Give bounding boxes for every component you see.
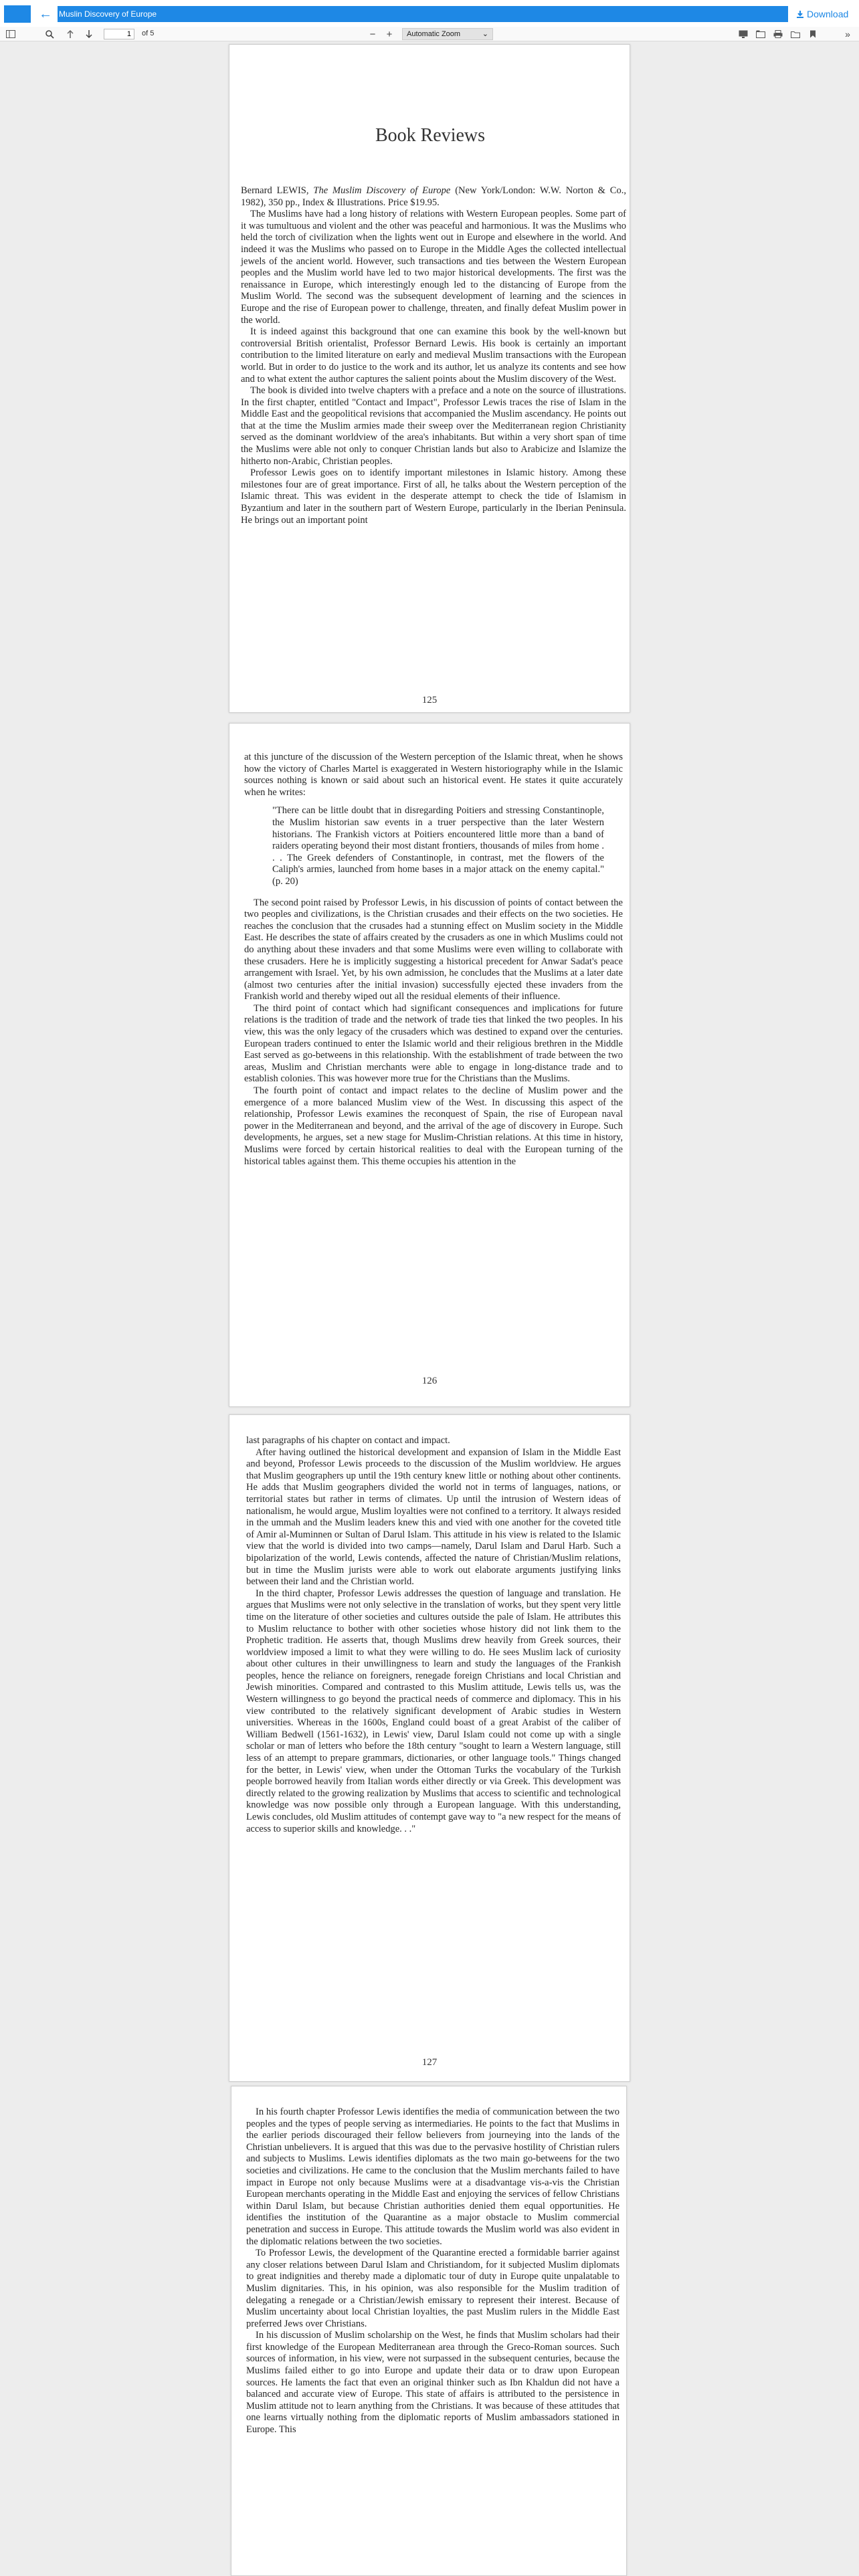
next-page-button[interactable]: [83, 28, 95, 40]
page-number: 126: [421, 1376, 438, 1386]
arrow-up-icon: [66, 29, 74, 39]
page-text: [244, 752, 623, 1168]
pdf-page: [231, 2086, 627, 2576]
page-text: [241, 185, 626, 526]
back-button[interactable]: [35, 5, 56, 23]
paragraph: To Professor Lewis, the development of the Quarantine erected a formidable barrier against any closer relations between Darul Islam and Christiandom, for it subjected Muslim diplomats to great indignities and thereby made a diplomatic tour of duty in Europe quite unpalatable to Muslim dignitaries. This, in his opinion, was also responsible for the Muslim tradition of delegating a renegade or a Christian/Jewish emissary to represent their interest. Because of Muslim uncertainty about local Christian loyalties, the past Muslim rulers in the Middle East preferred Jews over Christians.: [246, 2248, 619, 2329]
pdf-toolbar: [0, 27, 859, 41]
search-icon: [45, 30, 54, 39]
page-count-label: of 5: [142, 29, 155, 37]
pdf-page: [229, 723, 630, 1407]
page-text: [246, 2107, 619, 2436]
search-button[interactable]: [43, 28, 56, 40]
paragraph: The second point raised by Professor Lewis, in his discussion of points of contact between the two peoples and civilizations, is the Christian crusades and their effects on the two societies. He reaches the conclusion that the crusades had a stunning effect on Muslim society in the Middle East. He describes the state of affairs created by the crusaders as one in which Muslims could not do anything about these invaders and that some Muslims were even willing to collaborate with these crusaders. Here he is implicitly suggesting a historical precedent for Anwar Sadat's peace arrangement with Israel. Yet, by his own admission, he concludes that the Muslims at a later date (almost two centuries after the initial invasion) successfully ejected these invaders from the Frankish world and thereby wiped out all the residual elements of their influence.: [244, 897, 623, 1002]
paragraph: Professor Lewis goes on to identify important milestones in Islamic history. Among these milestones four are of great importance. First of all, he talks about the Western perception of the Islamic threat. This was evident in the desperate attempt to check the tide of Islamism in Byzantium and later in the southern part of Western Europe, particularly in the Iberian Peninsula. He brings out an important point: [241, 467, 626, 526]
page-text: [246, 1435, 621, 1835]
paragraph: last paragraphs of his chapter on contact and impact.: [246, 1435, 450, 1446]
save-button[interactable]: [789, 28, 801, 40]
paragraph: It is indeed against this background that one can examine this book by the well-known but controversial British orientalist, Professor Bernard Lewis. His book is certainly an important contribution to the limited literature on early and medieval Muslim transactions with the European world. But in order to do justice to the work and its author, let us analyze its contents and see how and to what extent the author captures the salient points about the Muslim discovery of the West.: [241, 326, 626, 385]
paragraph: at this juncture of the discussion of the Western perception of the Islamic threat, when he shows how the victory of Charles Martel is exaggerated in Western historiography while in the Islamic sources nothing is known or said about such an historical event. He states it quite accurately when he writes:: [244, 752, 623, 798]
tools-menu-button[interactable]: [842, 28, 854, 40]
block-quote: "There can be little doubt that in disregarding Poitiers and stressing Constantinople, the Muslim historian saw events in a truer perspective than the later Western historians. The Frankish victors at Poitiers encountered little more than a band of raiders operating beyond their most distant frontiers, thousands of miles from home . . . The Greek defenders of Constantinople, in contrast, met the flowers of the Caliph's armies, launched from home bases in a major attack on the enemy capital." (p. 20): [272, 805, 604, 887]
page-number-input[interactable]: [104, 29, 134, 39]
open-file-button[interactable]: [755, 28, 767, 40]
pdf-page: [229, 44, 630, 713]
page-title: Book Reviews: [375, 125, 486, 146]
paragraph: The fourth point of contact and impact relates to the decline of Muslim power and the emergence of a more balanced Muslim view of the West. In discussing this aspect of the relationship, Professor Lewis examines the reconquest of Spain, the rise of European naval power in the Mediterranean and beyond, and the arrival of the age of discovery in Europe. Such developments, he argues, set a new stage for Muslim-Christian relations. At this time in history, Muslims were forced by certain historical realities to deal with the European turning of the historical tables against them. This theme occupies his attention in the: [244, 1085, 623, 1167]
folder-icon: [791, 30, 800, 38]
previous-page-button[interactable]: [64, 28, 76, 40]
page-number: 127: [421, 2057, 438, 2068]
presentation-icon: [739, 30, 748, 38]
paragraph: The third point of contact which had significant consequences and implications for future relations is the tradition of trade and the network of trade ties that linked the two peoples. In his view, this was the only legacy of the crusaders which was destined to expand over the centuries. European traders continued to enter the Islamic world and their religious brethren in the Middle East served as go-betweens in this relationship. With the establishment of trade between the two areas, Muslim and Christian merchants were able to engage in long-distance trade and to establish colonies. This was however more true for the Christians than the Muslims.: [244, 1002, 623, 1085]
citation-suffix: (New York/London: W.W. Norton & Co., 1982), 350 pp., Index & Illustrations. Price $19.95.: [241, 185, 626, 208]
paragraph: The book is divided into twelve chapters with a preface and a note on the source of illustrations. In the first chapter, entitled "Contact and Impact", Professor Lewis traces the rise of Islam in the Middle East and the geopolitical revisions that accompanied the Muslim ascendancy. He points out that at the time the Muslim armies made their sweep over the Mediterranean region Christianity served as the dominant worldview of the area's inhabitants. But within a very short span of time the Muslims were able not only to conquer Christian lands but also to Arabicize and Islamize the hitherto non-Arabic, Christian peoples.: [241, 385, 626, 467]
paragraph: In the third chapter, Professor Lewis addresses the question of language and translation. He argues that Muslims were not only selective in the translation of works, but they spent very little time on the literature of other societies and cultures outside the pale of Islam. He attributes this to Muslim reluctance to bother with other societies whose history did not link them to the Prophetic tradition. He asserts that, though Muslims drew heavily from Greek sources, their worldview imposed a limit to what they were willing to do. He sees Muslim lack of curiosity about other cultures in their unwillingness to learn and study the languages of the Frankish peoples, hence the reliance on foreigners, renegade foreign Christians and local Christian and Jewish minorities. Compared and contrasted to this Muslim attitude, Lewis tells us, was the Western willingness to go beyond the practical needs of commerce and diplomacy. This in his view contributed to the relatively significant development of Arabic studies in Western universities. Whereas in the 1600s, England could boast of a great Arabist of the caliber of William Bedwell (1561-1632), in Lewis' view, Darul Islam could not come up with a single scholar or man of letters who before the 18th century "sought to learn a Western language, still less of an attempt to prepare grammars, dictionaries, or other language tools." Things changed for the better, in Lewis' view, when under the Ottoman Turks the vocabulary of the Turkish people borrowed heavily from Italian words either directly or via Greek. This development was directly related to the growing realization by Muslims that access to scientific and technological knowledge was now possible only through a European language. With this understanding, Lewis concludes, old Muslim attitudes of contempt gave way to "a new respect for the means of access to superior skills and knowledge. . .": [246, 1588, 621, 1834]
presentation-mode-button[interactable]: [737, 28, 749, 40]
book-title: The Muslim Discovery of Europe: [313, 185, 451, 196]
zoom-out-button[interactable]: −: [369, 28, 376, 40]
download-label: Download: [807, 9, 849, 19]
print-button[interactable]: [772, 28, 784, 40]
bookmark-button[interactable]: [807, 28, 819, 40]
open-file-icon: [756, 30, 765, 38]
download-button[interactable]: [796, 7, 848, 21]
sidebar-toggle-button[interactable]: [4, 28, 17, 40]
sidebar-icon: [6, 30, 15, 38]
citation: [241, 185, 626, 209]
arrow-left-icon: ←: [39, 6, 52, 21]
chevron-down-icon: ⌄: [482, 30, 488, 38]
zoom-select-label: Automatic Zoom: [407, 30, 461, 38]
pdf-page: [229, 1414, 630, 2082]
double-chevron-right-icon: »: [845, 29, 850, 39]
print-icon: [773, 30, 783, 38]
zoom-in-button[interactable]: +: [386, 28, 393, 40]
url-field[interactable]: Muslin Discovery of Europe: [58, 6, 788, 22]
arrow-down-icon: [85, 29, 93, 39]
bookmark-icon: [809, 30, 816, 38]
app-icon[interactable]: [4, 5, 31, 23]
paragraph: In his fourth chapter Professor Lewis identifies the media of communication between the two peoples and the types of people serving as intermediaries. He points to the fact that Muslims in the earlier periods discouraged their fellow believers from journeying into the lands of the Christian unbelievers. It is argued that this was due to the pervasive hostility of Christian rulers and subjects to Muslims. Lewis identifies diplomats as the two main go-betweens for the two societies and civilizations. He came to the conclusion that the Muslim merchants failed to have impact in Europe not only because Muslims were at a disadvantage vis-a-vis the Christian European merchants operating in the Middle East and enjoying the services of fellow Christians within Darul Islam, but because Christian authorities denied them equal opportunities. He identifies the institution of the Quarantine as a major obstacle to Muslim commercial penetration and success in Europe. This attitude towards the Muslim world was also evident in the diplomatic relations between the two societies.: [246, 2107, 619, 2247]
browser-address-bar: [0, 0, 859, 27]
paragraph: After having outlined the historical development and expansion of Islam in the Middle East and beyond, Professor Lewis proceeds to the discussion of the Muslim worldview. He argues that Muslim geographers up until the 19th century knew little or nothing about other continents. He adds that Muslim geographers divided the world not in terms of languages, nations, or territorial states but rather in terms of climates. Up until the intrusion of Western ideas of nationalism, he would argue, Muslim loyalties were not confined to a territory. It always resided in the ummah and the Muslim leaders knew this and vied with one another for the coveted title of Amir al-Muminnen or Sultan of Darul Islam. This attitude in his view is related to the Islamic view that the world is divided into two camps—namely, Darul Islam and Darul Harb. Such a bipolarization of the world, Lewis contends, affected the nature of Christian/Muslim relations, but in time the Muslim jurists were able to work out elaborate arguments justifying links between their land and the Christian world.: [246, 1446, 621, 1588]
citation-prefix: Bernard LEWIS,: [241, 185, 314, 196]
paragraph: The Muslims have had a long history of relations with Western European peoples. Some part of it was tumultuous and violent and the other was peaceful and harmonious. It was the Muslims who held the torch of civilization when the lights went out in Europe and elsewhere in the world. And indeed it was the Muslims who passed on to Europe in the Middle Ages the collected intellectual jewels of the ancient world. However, such transactions and ties between the Western European peoples and the Muslim world have led to two major historical developments. The first was the renaissance in Europe, which interestingly enough led to the distancing of Europe from the Muslim World. The second was the subsequent development of learning and the sciences in Europe and the rise of European power to challenge, threaten, and finally defeat Muslim power in the world.: [241, 209, 626, 326]
paragraph: In his discussion of Muslim scholarship on the West, he finds that Muslim scholars had their first knowledge of the European Mediterranean area through the Greco-Roman sources. Such sources of information, in his view, were not surpassed in the subsequent centuries, because the Muslims failed either to go into Europe and update their data or to draw upon European sources. He laments the fact that even an original thinker such as Ibn Khaldun did not have a balanced and accurate view of Europe. This state of affairs is attributed to the persistence in Muslim attitude not to learn anything from the Christians. It was because of these attitudes that one learns virtually nothing from the diplomatic reports of Muslim ambassadors stationed in Europe. This: [246, 2330, 619, 2436]
zoom-select[interactable]: [402, 28, 493, 40]
download-icon: [796, 10, 804, 19]
page-number: 125: [421, 695, 438, 706]
